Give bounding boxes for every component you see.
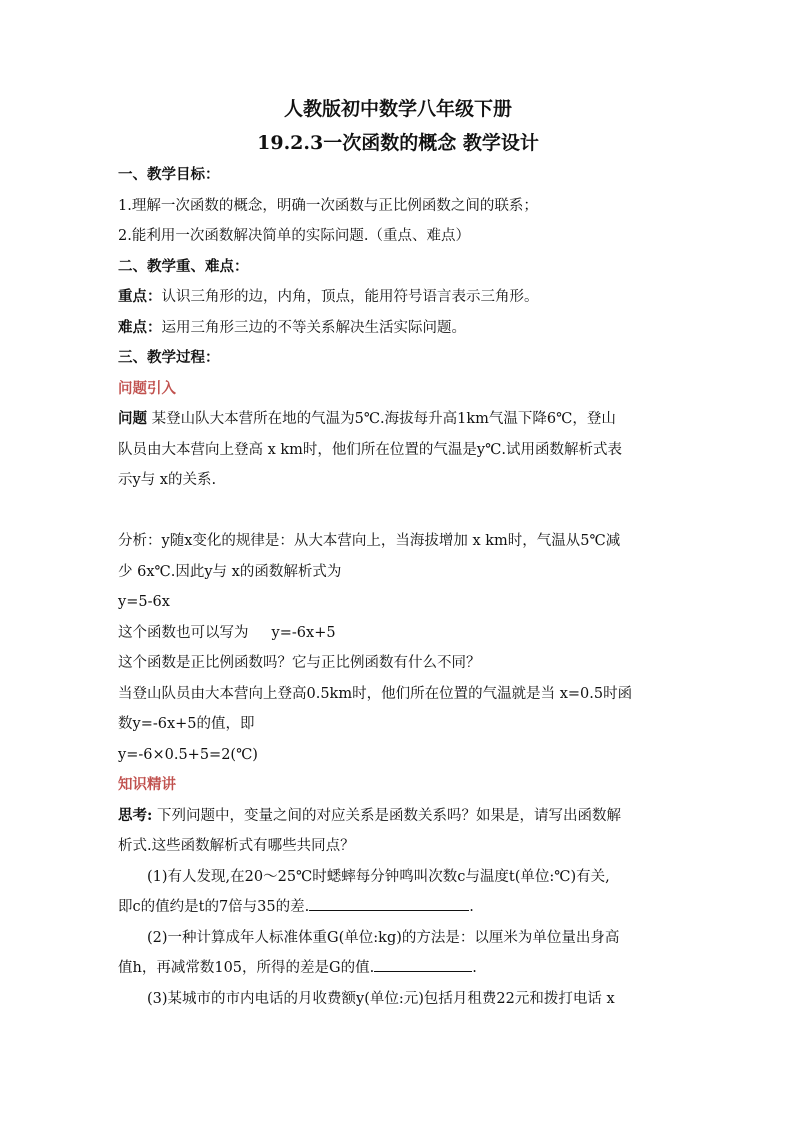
- problem-label: 问题: [118, 410, 147, 427]
- end-mark: .: [469, 899, 474, 915]
- problem-line: 队员由大本营向上登高 x km时，他们所在位置的气温是y℃.试用函数解析式表: [118, 441, 622, 458]
- analysis-line: 当登山队员由大本营向上登高0.5km时，他们所在位置的气温就是当 x=0.5时函: [118, 685, 633, 702]
- knowledge-heading: 知识精讲: [118, 776, 176, 793]
- question-2-line: (2)一种计算成年人标准体重G(单位:kg)的方法是：以厘米为单位量出身高: [147, 929, 620, 946]
- section-heading-key-points: 二、教学重、难点：: [118, 257, 249, 275]
- document-title: 人教版初中数学八年级下册: [283, 98, 512, 120]
- question-2-text: 值h，再减常数105，所得的差是G的值.: [118, 960, 375, 976]
- analysis-line: 少 6x℃.因此y与 x的函数解析式为: [118, 563, 342, 580]
- end-mark: .: [472, 960, 477, 976]
- question-3-line: (3)某城市的市内电话的月收费额y(单位:元)包括月租费22元和拨打电话 x: [147, 990, 615, 1007]
- question-1-line: [118, 892, 678, 923]
- think-line: [118, 801, 678, 832]
- answer-blank-1[interactable]: [309, 896, 469, 911]
- document-page: [118, 92, 678, 1014]
- question-1-line: (1)有人发现,在20～25℃时蟋蟀每分钟鸣叫次数c与温度t(单位:℃)有关,: [147, 868, 610, 885]
- difficult-point-label: 难点：: [118, 318, 162, 336]
- think-text: 下列问题中，变量之间的对应关系是函数关系吗？如果是，请写出函数解: [152, 807, 621, 824]
- problem-line: 示y与 x的关系.: [118, 472, 217, 488]
- analysis-line: 数y=-6x+5的值，即: [118, 716, 255, 732]
- analysis-line: 分析：y随x变化的规律是：从大本营向上，当海拔增加 x km时，气温从5℃减: [118, 533, 621, 549]
- problem-line: [118, 404, 678, 435]
- analysis-line: y=5-6x: [118, 594, 170, 610]
- question-2-line: [118, 953, 678, 984]
- objective-item: 1.理解一次函数的概念，明确一次函数与正比例函数之间的联系；: [118, 197, 538, 214]
- key-point-text: 认识三角形的边，内角，顶点，能用符号语言表示三角形。: [161, 289, 539, 305]
- analysis-line: y=-6×0.5+5=2(℃): [118, 746, 258, 763]
- think-line: 析式.这些函数解析式有哪些共同点？: [118, 838, 355, 854]
- objective-item: 2.能利用一次函数解决简单的实际问题.（重点、难点）: [118, 228, 470, 244]
- section-heading-objectives: 一、教学目标：: [118, 166, 220, 183]
- analysis-line: 这个函数也可以写为 y=-6x+5: [118, 624, 336, 641]
- question-1-text: 即c的值约是t的7倍与35的差.: [118, 899, 310, 915]
- intro-heading: 问题引入: [118, 379, 176, 397]
- key-point-label: 重点：: [118, 288, 162, 305]
- think-label: 思考:: [118, 806, 153, 824]
- section-heading-process: 三、教学过程：: [118, 349, 220, 366]
- key-point-line: [118, 282, 678, 313]
- document-subtitle: 19.2.3一次函数的概念 教学设计: [257, 132, 539, 154]
- blank-line: [118, 496, 678, 527]
- analysis-line: 这个函数是正比例函数吗？它与正比例函数有什么不同？: [118, 655, 481, 671]
- difficult-point-text: 运用三角形三边的不等关系解决生活实际问题。: [161, 319, 466, 336]
- problem-text: 某登山队大本营所在地的气温为5℃.海拔每升高1km气温下降6℃，登山: [147, 411, 616, 427]
- difficult-point-line: [118, 313, 678, 344]
- answer-blank-2[interactable]: [374, 957, 472, 972]
